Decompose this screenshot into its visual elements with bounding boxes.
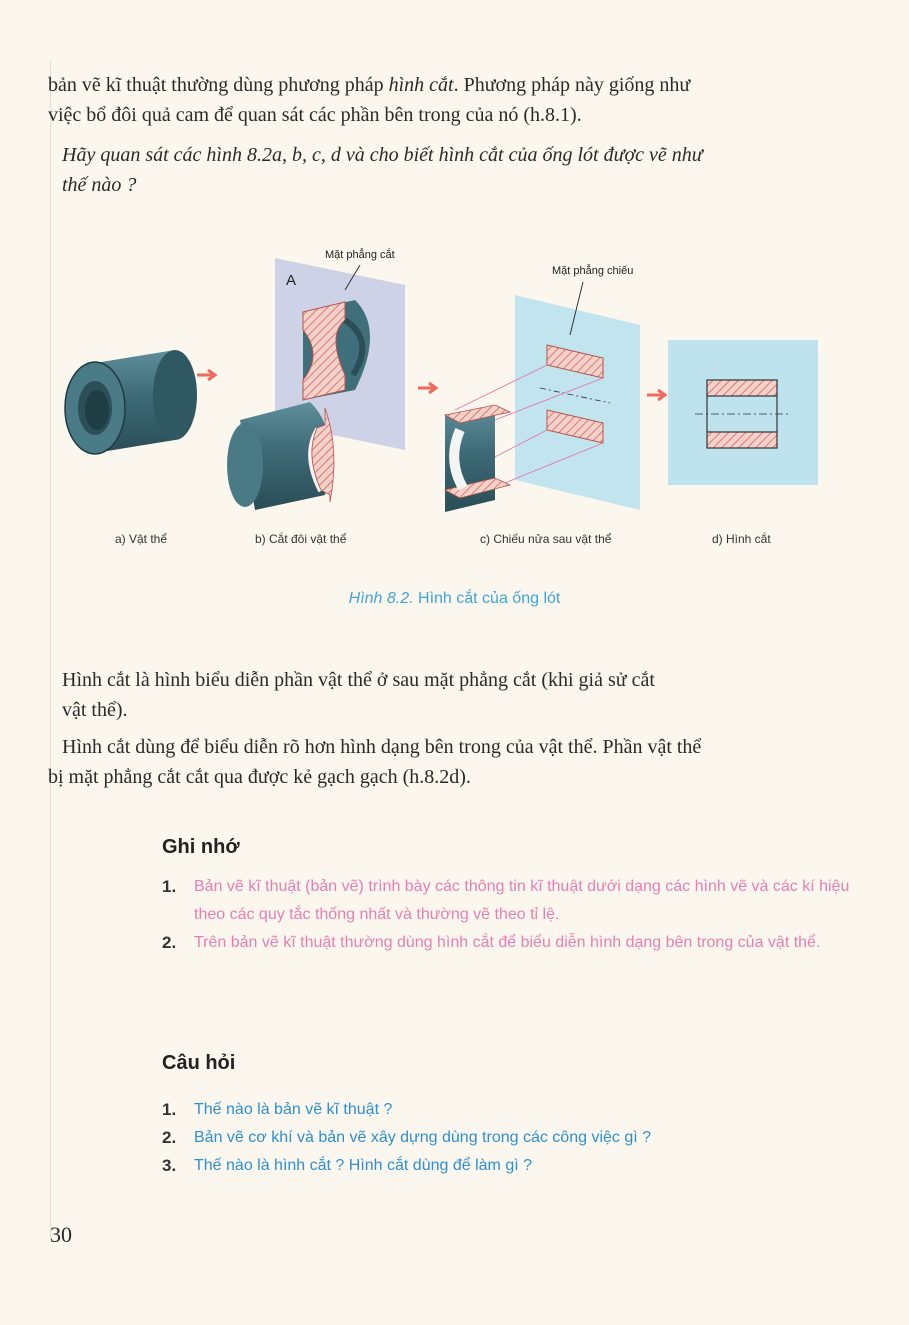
list-item: 2. Trên bản vẽ kĩ thuật thường dùng hình cắt để biểu diễn hình dạng bên trong của vật thể. [162, 933, 821, 952]
label-cut-plane: Mặt phẳng cắt [325, 249, 395, 261]
arrow-icon [418, 383, 436, 393]
half-cylinder-lower [227, 402, 334, 510]
half-cylinder-back [445, 405, 510, 512]
page-margin-line [50, 60, 51, 1240]
paragraph-definition: Hình cắt là hình biểu diễn phần vật thể ở sau mặt phẳng cắt (khi giả sử cắt vật thể). [62, 669, 655, 721]
figure-title: Hình 8.2. Hình cắt của ống lót [348, 590, 561, 607]
caption-c: c) Chiếu nửa sau vật thể [480, 532, 612, 546]
arrow-icon [197, 370, 215, 380]
arrow-icon [647, 390, 665, 400]
intro-line-2: việc bổ đôi quả cam để quan sát các phần bên trong của nó (h.8.1). [48, 104, 582, 126]
caption-d: d) Hình cắt [712, 532, 771, 546]
figure-8-2-drawing [55, 240, 855, 570]
ghi-nho-heading: Ghi nhớ [162, 836, 240, 858]
list-item: 1. Thế nào là bản vẽ kĩ thuật ? [162, 1100, 393, 1119]
page-number: 30 [50, 1222, 72, 1247]
question-prompt: Hãy quan sát các hình 8.2a, b, c, d và cho biết hình cắt của ống lót được vẽ như thế nào ? [62, 144, 703, 196]
cau-hoi-heading: Câu hỏi [162, 1052, 236, 1074]
label-projection-plane: Mặt phẳng chiếu [552, 265, 634, 277]
caption-b: b) Cắt đôi vật thể [255, 532, 347, 546]
ghi-nho-list [162, 873, 852, 957]
term-hinh-cat: hình cắt [388, 74, 454, 96]
list-item: 2. Bản vẽ cơ khí và bản vẽ xây dựng dùng trong các công việc gì ? [162, 1128, 652, 1147]
figure-8-2 [55, 240, 855, 570]
object-cylinder [65, 350, 197, 454]
projection-plane [515, 295, 640, 510]
section-view [668, 340, 818, 485]
cau-hoi-list [162, 1096, 852, 1180]
list-item: 1. Bản vẽ kĩ thuật (bản vẽ) trình bày các thông tin kĩ thuật dưới dạng các hình vẽ và các kí hiệu theo các quy tắc thống nhất và thường vẽ theo tỉ lệ. [162, 877, 850, 923]
paragraph-purpose: Hình cắt dùng để biểu diễn rõ hơn hình dạng bên trong của vật thể. Phần vật thể bị mặt phẳng cắt cắt qua được kẻ gạch gạch (h.8.2d). [48, 736, 702, 788]
intro-paragraph [48, 70, 848, 130]
label-A: A [286, 272, 297, 289]
list-item: 3. Thế nào là hình cắt ? Hình cắt dùng để làm gì ? [162, 1156, 532, 1175]
intro-line-1: bản vẽ kĩ thuật thường dùng phương pháp hình cắt. Phương pháp này giống như [48, 74, 691, 96]
caption-a: a) Vật thể [115, 532, 168, 546]
